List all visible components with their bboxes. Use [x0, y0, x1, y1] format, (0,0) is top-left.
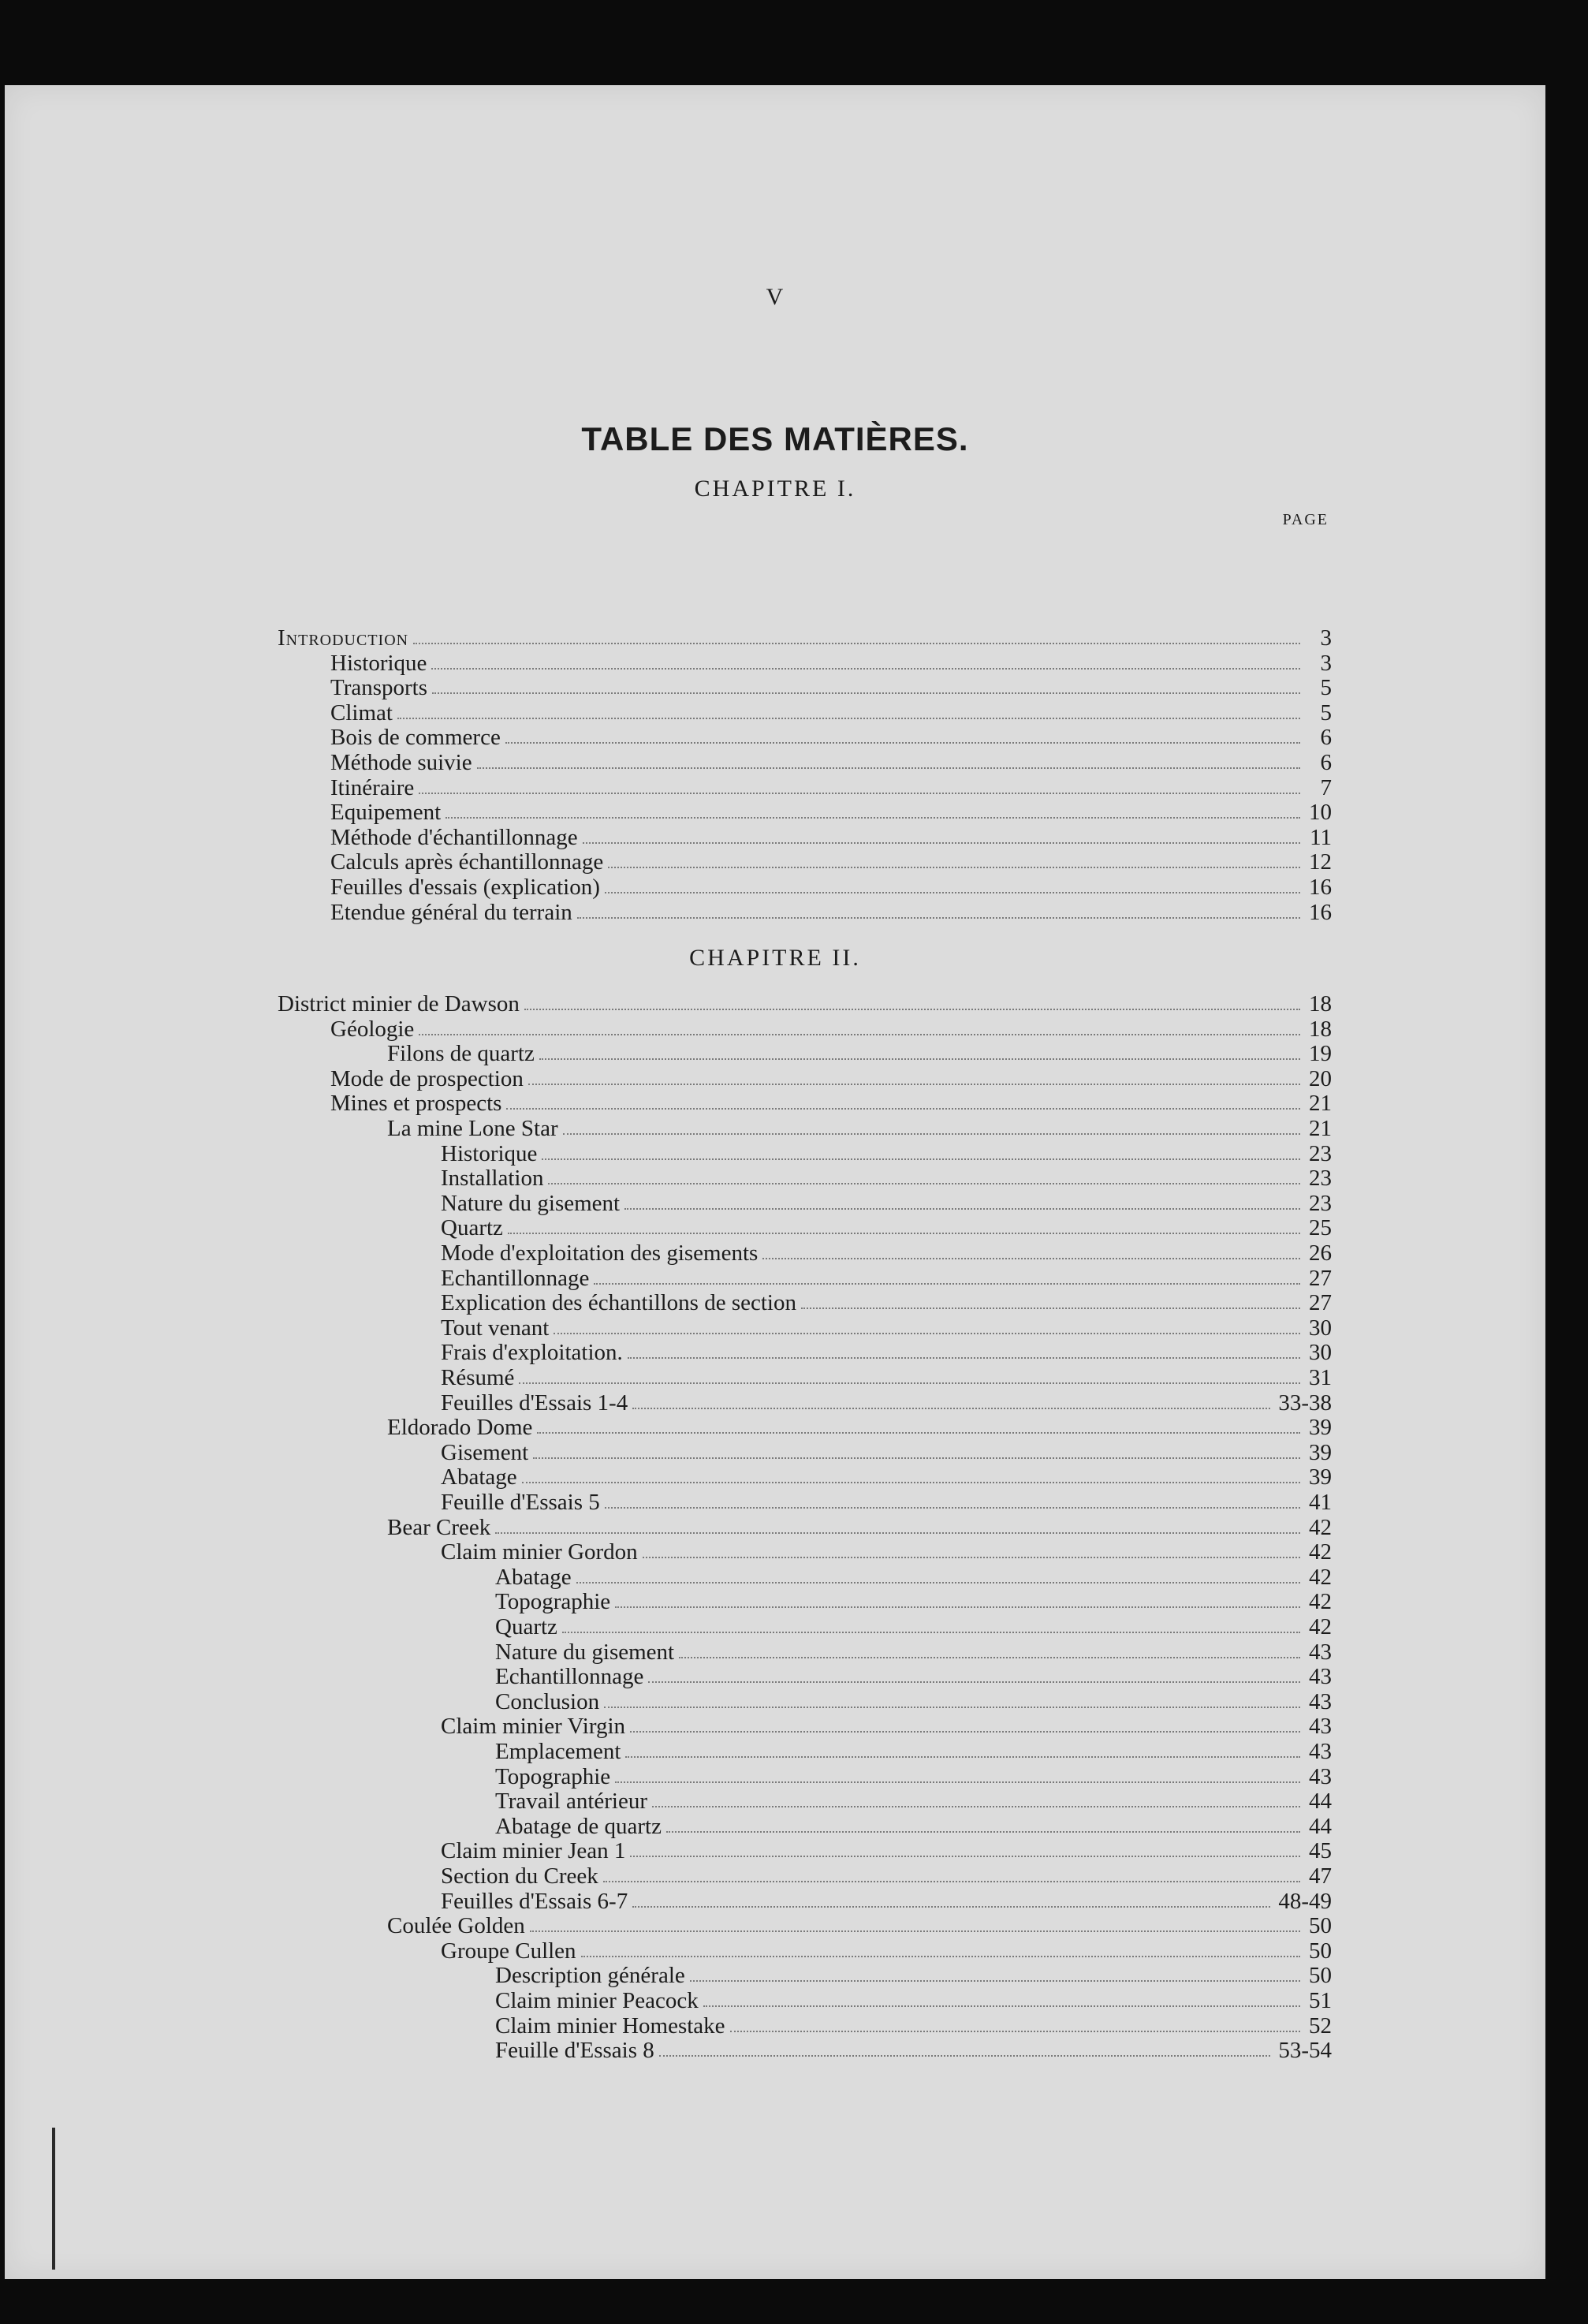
toc-entry-page: 3	[1320, 625, 1332, 651]
toc-entry-page: 30	[1309, 1315, 1332, 1341]
toc-entry	[441, 1939, 1332, 1964]
toc-entry	[495, 1740, 1332, 1764]
toc-entry-title: Claim minier Homestake	[495, 2013, 725, 2039]
toc-entry-title: Topographie	[495, 1589, 611, 1615]
dot-leader	[563, 1133, 1300, 1135]
toc-entry-page: 43	[1309, 1739, 1332, 1764]
toc-entry	[441, 1864, 1332, 1889]
toc-entry-page: 42	[1309, 1614, 1332, 1639]
toc-entry-page: 42	[1309, 1564, 1332, 1590]
dot-leader	[605, 1507, 1300, 1509]
dot-leader	[495, 1532, 1300, 1534]
toc-entry-page: 43	[1309, 1763, 1332, 1789]
toc-entry	[330, 701, 1332, 726]
toc-entry-title: Etendue général du terrain	[330, 899, 572, 925]
toc-entry-page: 25	[1309, 1215, 1332, 1241]
toc-entry-page: 50	[1309, 1938, 1332, 1964]
toc-entry-title: Claim minier Gordon	[441, 1539, 638, 1565]
toc-entry	[441, 1241, 1332, 1266]
toc-entry	[387, 1914, 1332, 1938]
dot-leader	[581, 1956, 1300, 1957]
toc-entry-page: 23	[1309, 1140, 1332, 1166]
dot-leader	[530, 1930, 1300, 1932]
dot-leader	[730, 2031, 1300, 2032]
toc-entry-title: Feuille d'Essais 8	[495, 2038, 654, 2064]
toc-entry-page: 42	[1309, 1589, 1332, 1615]
toc-entry-page: 41	[1309, 1490, 1332, 1515]
toc-entry-page: 39	[1309, 1464, 1332, 1490]
dot-leader	[533, 1457, 1300, 1459]
toc-entry-page: 27	[1309, 1290, 1332, 1316]
dot-leader	[576, 1582, 1300, 1584]
toc-entry-title: Feuilles d'essais (explication)	[330, 875, 600, 900]
toc-entry-title: Filons de quartz	[387, 1041, 535, 1067]
dot-leader	[630, 1856, 1300, 1857]
dot-leader	[604, 1707, 1300, 1708]
dot-leader	[583, 842, 1300, 844]
toc-entry-page: 16	[1309, 875, 1332, 900]
dot-leader	[528, 1084, 1300, 1085]
toc-entry-page: 11	[1310, 824, 1332, 850]
toc-entry-page: 21	[1309, 1116, 1332, 1141]
page-title: TABLE DES MATIÈRES.	[581, 420, 969, 457]
toc-entry-title: Nature du gisement	[495, 1639, 675, 1665]
toc-entry-title: Description générale	[495, 1963, 685, 1989]
toc-entry-page: 7	[1320, 774, 1332, 800]
toc-entry-page: 44	[1309, 1789, 1332, 1815]
document-page	[5, 85, 1545, 2279]
toc-entry-title: Mode d'exploitation des gisements	[441, 1240, 759, 1266]
toc-entry	[441, 1291, 1332, 1315]
page-number: V	[766, 284, 785, 310]
toc-entry-page: 33-38	[1278, 1390, 1332, 1416]
toc-entry-title: Itinéraire	[330, 774, 415, 800]
dot-leader	[431, 668, 1300, 670]
toc-entry-title: Topographie	[495, 1763, 611, 1789]
toc-entry-title: Travail antérieur	[495, 1789, 648, 1815]
toc-entry	[441, 1316, 1332, 1341]
toc-entry-title: Nature du gisement	[441, 1190, 621, 1216]
toc-entry-title: Coulée Golden	[387, 1913, 525, 1939]
toc-entry-title: Claim minier Virgin	[441, 1714, 626, 1740]
toc-entry	[495, 1690, 1332, 1714]
toc-entry	[441, 1266, 1332, 1291]
dot-leader	[419, 793, 1300, 794]
toc-entry	[441, 1391, 1332, 1416]
toc-entry-page: 20	[1309, 1065, 1332, 1091]
toc-entry-title: Conclusion	[495, 1688, 600, 1714]
toc-entry	[387, 1042, 1332, 1066]
dot-leader	[666, 1831, 1300, 1833]
toc-entry	[330, 676, 1332, 700]
toc-entry-title: Frais d'exploitation.	[441, 1340, 623, 1366]
toc-entry-title: Calculs après échantillonnage	[330, 849, 604, 875]
toc-entry	[330, 1017, 1332, 1042]
dot-leader	[506, 1108, 1300, 1110]
toc-entry-page: 19	[1309, 1041, 1332, 1067]
toc-entry-page: 43	[1309, 1714, 1332, 1740]
toc-entry-page: 50	[1309, 1963, 1332, 1989]
dot-leader	[419, 1034, 1300, 1035]
toc-entry	[330, 826, 1332, 850]
toc-entry-title: Bear Creek	[387, 1514, 491, 1540]
dot-leader	[659, 2055, 1271, 2057]
toc-entry-page: 47	[1309, 1863, 1332, 1889]
toc-entry-title: Méthode suivie	[330, 750, 472, 775]
toc-entry-page: 30	[1309, 1340, 1332, 1366]
toc-entry-title: Echantillonnage	[441, 1265, 590, 1291]
dot-leader	[625, 1756, 1300, 1758]
dot-leader	[801, 1307, 1300, 1309]
toc-entry	[495, 1640, 1332, 1665]
toc-entry-title: Claim minier Peacock	[495, 1988, 699, 2013]
toc-entry	[330, 651, 1332, 676]
binding-edge-mark	[52, 2128, 55, 2270]
dot-leader	[432, 692, 1300, 694]
toc-entry-page: 23	[1309, 1166, 1332, 1192]
toc-entry-page: 18	[1309, 1016, 1332, 1042]
toc-entry	[330, 751, 1332, 775]
toc-entry-title: Bois de commerce	[330, 725, 501, 751]
toc-entry-title: Mines et prospects	[330, 1091, 502, 1117]
toc-entry	[330, 800, 1332, 825]
toc-entry-page: 12	[1309, 849, 1332, 875]
toc-entry-page: 27	[1309, 1265, 1332, 1291]
toc-entry-page: 42	[1309, 1539, 1332, 1565]
dot-leader	[679, 1657, 1300, 1658]
toc-entry	[495, 1565, 1332, 1590]
dot-leader	[690, 1980, 1300, 1982]
toc-entry	[441, 1142, 1332, 1166]
toc-entry-title: Transports	[330, 675, 428, 701]
dot-leader	[562, 1632, 1300, 1633]
toc-entry-title: Introduction	[278, 625, 409, 651]
toc-entry-title: Abatage	[495, 1564, 572, 1590]
toc-entry-title: Explication des échantillons de section	[441, 1290, 796, 1316]
toc-entry-page: 5	[1320, 699, 1332, 726]
toc-entry	[441, 1465, 1332, 1490]
dot-leader	[505, 742, 1300, 744]
toc-entry	[441, 1341, 1332, 1365]
toc-entry-title: Géologie	[330, 1016, 415, 1042]
toc-entry-title: Méthode d'échantillonnage	[330, 824, 578, 850]
dot-leader	[643, 1557, 1300, 1558]
dot-leader	[542, 1158, 1300, 1160]
toc-entry	[441, 1839, 1332, 1863]
toc-entry-title: Historique	[330, 650, 427, 676]
dot-leader	[652, 1806, 1300, 1807]
toc-entry-page: 21	[1309, 1091, 1332, 1117]
dot-leader	[522, 1482, 1300, 1483]
toc-entry	[495, 1590, 1332, 1614]
dot-leader	[630, 1731, 1300, 1733]
toc-entry-page: 6	[1320, 750, 1332, 775]
toc-entry-page: 45	[1309, 1838, 1332, 1864]
dot-leader	[603, 1881, 1300, 1882]
toc-entry	[278, 626, 1332, 651]
toc-entry-page: 23	[1309, 1190, 1332, 1216]
toc-entry-title: Echantillonnage	[495, 1664, 644, 1690]
dot-leader	[477, 767, 1300, 769]
dot-leader	[608, 867, 1300, 868]
page-column-header: PAGE	[1282, 511, 1329, 528]
toc-entry	[330, 875, 1332, 900]
dot-leader	[445, 817, 1300, 819]
toc-entry-page: 48-49	[1278, 1888, 1332, 1914]
dot-leader	[519, 1382, 1300, 1384]
toc-entry	[495, 1615, 1332, 1639]
toc-entry-page: 43	[1309, 1639, 1332, 1665]
toc-entry-page: 43	[1309, 1688, 1332, 1714]
dot-leader	[508, 1233, 1300, 1234]
toc-entry-page: 6	[1320, 725, 1332, 751]
toc-entry-page: 50	[1309, 1913, 1332, 1939]
toc-entry	[441, 1540, 1332, 1565]
toc-entry-title: Feuille d'Essais 5	[441, 1490, 600, 1515]
toc-entry-title: Eldorado Dome	[387, 1415, 533, 1441]
toc-entry-page: 42	[1309, 1514, 1332, 1540]
chapter-heading-1: CHAPITRE I.	[694, 476, 856, 502]
dot-leader	[524, 1009, 1300, 1010]
toc-entry	[495, 1665, 1332, 1689]
dot-leader	[554, 1333, 1300, 1334]
toc-entry	[441, 1441, 1332, 1465]
toc-entry-page: 53-54	[1278, 2038, 1332, 2064]
dot-leader	[548, 1183, 1300, 1184]
toc-entry-page: 10	[1309, 800, 1332, 826]
toc-entry	[495, 1815, 1332, 1839]
toc-entry-page: 5	[1320, 675, 1332, 701]
toc-entry-title: Abatage	[441, 1464, 517, 1490]
toc-entry	[495, 1789, 1332, 1814]
toc-entry-page: 31	[1309, 1365, 1332, 1390]
toc-entry	[441, 1166, 1332, 1191]
toc-entry	[387, 1416, 1332, 1440]
dot-leader	[648, 1681, 1300, 1683]
chapter-heading-2: CHAPITRE II.	[689, 945, 861, 971]
toc-entry-title: Groupe Cullen	[441, 1938, 576, 1964]
toc-entry-page: 39	[1309, 1439, 1332, 1465]
toc-entry-title: Historique	[441, 1140, 538, 1166]
toc-entry-page: 52	[1309, 2013, 1332, 2039]
toc-entry-title: La mine Lone Star	[387, 1116, 558, 1141]
toc-entry-page: 51	[1309, 1988, 1332, 2013]
toc-entry-title: Quartz	[441, 1215, 503, 1241]
toc-entry-page: 44	[1309, 1813, 1332, 1839]
dot-leader	[615, 1781, 1300, 1783]
toc-entry-title: Section du Creek	[441, 1863, 598, 1889]
toc-entry-title: Claim minier Jean 1	[441, 1838, 626, 1864]
toc-entry	[330, 850, 1332, 875]
toc-entry	[441, 1366, 1332, 1390]
dot-leader	[632, 1906, 1270, 1908]
toc-entry-title: Gisement	[441, 1439, 529, 1465]
dot-leader	[594, 1283, 1300, 1285]
toc-entry	[330, 1067, 1332, 1091]
toc-entry-title: Quartz	[495, 1614, 557, 1639]
toc-entry-title: Climat	[330, 699, 393, 726]
toc-entry-page: 18	[1309, 991, 1332, 1017]
toc-entry	[387, 1117, 1332, 1141]
toc-entry-title: Tout venant	[441, 1315, 550, 1341]
toc-entry-title: District minier de Dawson	[278, 991, 520, 1017]
toc-entry-page: 16	[1309, 899, 1332, 925]
toc-entry-title: Mode de prospection	[330, 1065, 524, 1091]
toc-entry	[330, 901, 1332, 925]
toc-entry-title: Résumé	[441, 1365, 515, 1390]
toc-entry	[441, 1714, 1332, 1739]
toc-entry-page: 43	[1309, 1664, 1332, 1690]
toc-entry-title: Equipement	[330, 800, 442, 826]
toc-entry	[278, 992, 1332, 1017]
toc-entry-title: Installation	[441, 1166, 544, 1192]
toc-entry	[441, 1192, 1332, 1216]
dot-leader	[703, 2005, 1300, 2007]
toc-entry	[495, 2014, 1332, 2039]
toc-entry	[330, 726, 1332, 750]
toc-entry	[441, 1216, 1332, 1240]
dot-leader	[632, 1408, 1270, 1409]
toc-entry	[495, 1765, 1332, 1789]
toc-entry	[495, 1964, 1332, 1988]
toc-entry-title: Emplacement	[495, 1739, 621, 1764]
toc-entry-page: 26	[1309, 1240, 1332, 1266]
toc-entry-title: Abatage de quartz	[495, 1813, 662, 1839]
dot-leader	[605, 892, 1300, 893]
toc-entry-title: Feuilles d'Essais 6-7	[441, 1888, 628, 1914]
dot-leader	[413, 643, 1300, 644]
toc-entry	[330, 776, 1332, 800]
toc-entry	[330, 1091, 1332, 1116]
toc-entry	[387, 1516, 1332, 1540]
dot-leader	[537, 1432, 1300, 1434]
toc-entry-page: 3	[1320, 650, 1332, 676]
dot-leader	[539, 1058, 1300, 1060]
dot-leader	[397, 718, 1300, 719]
dot-leader	[615, 1606, 1300, 1608]
toc-entry	[441, 1490, 1332, 1515]
dot-leader	[577, 917, 1300, 919]
dot-leader	[624, 1208, 1300, 1210]
dot-leader	[762, 1258, 1300, 1259]
toc-entry-title: Feuilles d'Essais 1-4	[441, 1390, 628, 1416]
toc-entry-page: 39	[1309, 1415, 1332, 1441]
toc-entry	[441, 1889, 1332, 1914]
toc-entry	[495, 2039, 1332, 2063]
dot-leader	[628, 1357, 1300, 1359]
toc-entry	[495, 1989, 1332, 2013]
